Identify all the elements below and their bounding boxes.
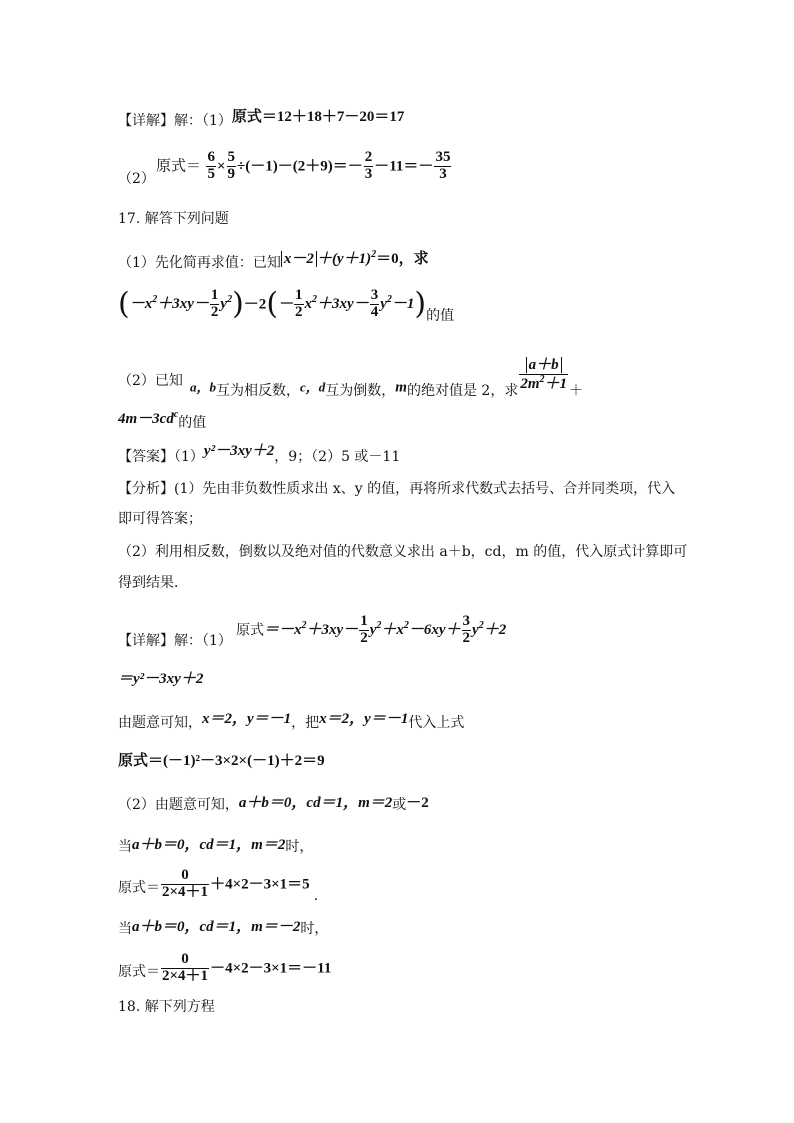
- question-17-title: 17. 解答下列问题: [118, 211, 229, 227]
- analysis-line-2: （2）利用相反数，倒数以及绝对值的代数意义求出 a＋b，cd，m 的值，代入原式计算即可: [118, 544, 688, 560]
- question-18-title: 18. 解下列方程: [118, 999, 215, 1015]
- fraction-6-5: $\frac{6}{5}$: [207, 149, 215, 182]
- formula-2: 原式＝ $\frac{6}{5}$ × $\frac{5}{9}$ ÷(－1)－(2＋9)＝－ $\frac{2}{3}$ －11＝－ $\frac{35}{3}$: [156, 149, 451, 182]
- answer-line: 【答案】（1）y²－3xy＋2，9；（2）5 或－11: [118, 443, 401, 465]
- fraction-2-3: $\frac{2}{3}$: [364, 149, 373, 182]
- question-17-part-1: （1）先化简再求值：已知 $x-2 +(y+1)^2=0$，求: [118, 249, 429, 271]
- case-1-formula: 原式＝ $\frac{0}{2\times 4+1}$ ＋4×2－3×1＝5.: [118, 867, 319, 905]
- detail-2-line-4: 原式＝(－1)²－3×2×(－1)＋2＝9: [118, 753, 325, 769]
- case-1-condition: 当a＋b＝0，cd＝1，m＝2时，: [118, 837, 314, 855]
- fraction-5-9: $\frac{5}{9}$: [227, 149, 236, 182]
- detail-line-1: 【详解】解：（1）原式＝12＋18＋7－20＝17: [118, 109, 405, 129]
- analysis-line-2b: 得到结果．: [118, 575, 188, 591]
- fraction-35-3: $\frac{35}{3}$: [435, 149, 451, 182]
- question-17-part-2-cont: $4m-3cd^c$的值: [118, 409, 207, 431]
- analysis-line-1: 【分析】(1）先由非负数性质求出 x、y 的值，再将所求代数式去括号、合并同类项，代入: [118, 481, 676, 497]
- detail-2-part-2: （2）由题意可知，a＋b＝0，cd＝1，m＝2或－2: [118, 795, 429, 813]
- analysis-line-1b: 即可得答案；: [118, 511, 202, 527]
- case-2-condition: 当a＋b＝0，cd＝1，m＝－2时，: [118, 919, 329, 937]
- question-17-part-2: （2）已知 a，b互为相反数，c，d互为倒数，m的绝对值是 2，求 $\frac{a+b}{2m^2+1}$ ＋: [118, 357, 584, 400]
- detail-2-line-3: 由题意可知，x＝2，y＝－1，把x＝2，y＝－1代入上式: [118, 711, 465, 731]
- detail-2-line-1: 【详解】解：（1） 原式$=-x^2+3xy-$ $\frac{1}{2}$ $y^2+x^2-6xy+$ $\frac{3}{2}$ $y^2+2$: [118, 613, 507, 649]
- question-17-expression: ($-x^2+3xy-$ $\frac{1}{2}$ $y^2)-2(-$ $\frac{1}{2}$ $x^2+3xy-$ $\frac{3}{4}$ $y^2-1$)的值: [118, 286, 455, 325]
- formula-1: 原式＝12＋18＋7－20＝17: [231, 109, 405, 125]
- case-2-formula: 原式＝ $\frac{0}{2\times 4+1}$ －4×2－3×1＝－11: [118, 951, 332, 984]
- fraction-abs-ab: $\frac{a+b}{2m^2+1}$: [520, 357, 568, 392]
- detail-line-2: （2） 原式＝ $\frac{6}{5}$ × $\frac{5}{9}$ ÷(－1)－(2＋9)＝－ $\frac{2}{3}$ －11＝－ $\frac{35}{3}$: [118, 149, 451, 187]
- detail-2-line-2: ＝y²－3xy＋2: [118, 671, 204, 687]
